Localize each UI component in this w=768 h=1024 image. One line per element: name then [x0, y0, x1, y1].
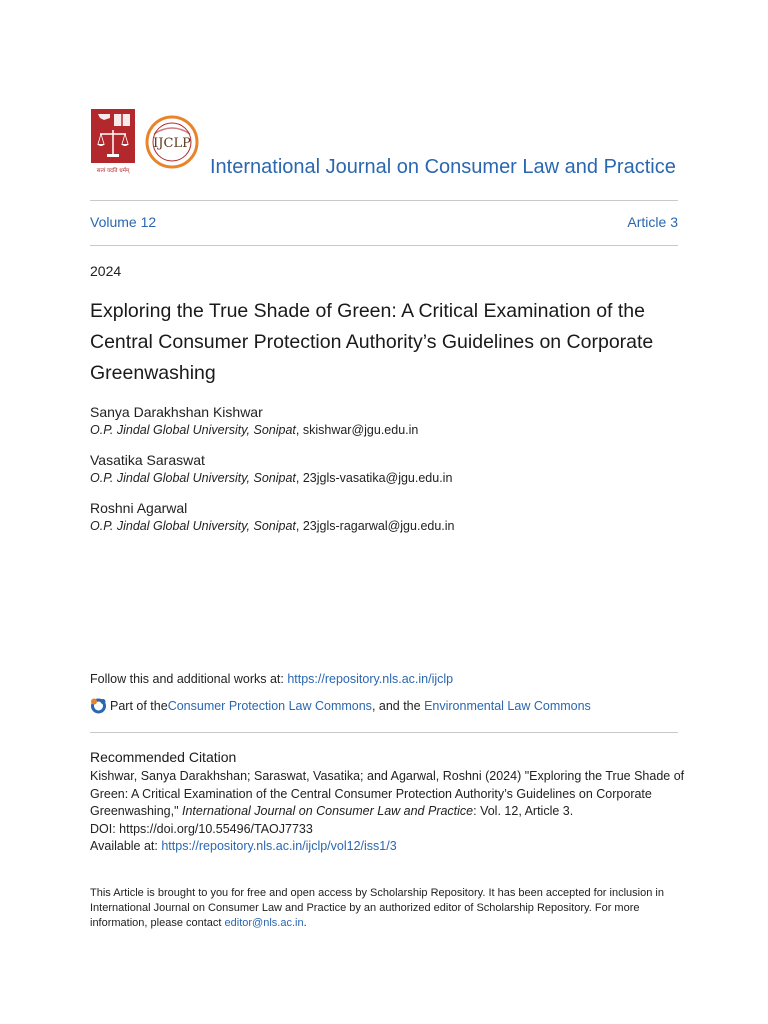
environmental-law-commons-link[interactable]: Environmental Law Commons	[424, 698, 591, 713]
access-notice-text: This Article is brought to you for free and open access by Scholarship Repository. It has been accepted for inclusion in International Journal on Consumer Law and Practice by an authorized editor of Scholarship Repository. For more information, please contact	[90, 887, 664, 929]
citation-journal: International Journal on Consumer Law and Practice	[182, 804, 474, 819]
access-notice-end: .	[303, 916, 307, 929]
volume-link[interactable]: Volume 12	[90, 214, 157, 230]
ijclp-logo-text: IJCLP	[153, 136, 191, 151]
available-at-link[interactable]: https://repository.nls.ac.in/ijclp/vol12/iss1/3	[161, 839, 397, 854]
article-link[interactable]: Article 3	[627, 214, 678, 230]
article-title: Exploring the True Shade of Green: A Critical Examination of the Central Consumer Protection Authority’s Guidelines on Corporate Greenwashing	[90, 300, 654, 384]
affiliation-text: O.P. Jindal Global University, Sonipat	[90, 519, 296, 533]
seal-motto: सत्यं वदति धर्मम्	[96, 168, 130, 174]
citation-doi: DOI: https://doi.org/10.55496/TAOJ7733	[90, 821, 313, 836]
author-block	[90, 451, 690, 487]
follow-prefix: Follow this and additional works at:	[90, 672, 288, 686]
part-of-line	[90, 697, 591, 714]
repository-link[interactable]: https://repository.nls.ac.in/ijclp	[287, 672, 454, 686]
author-email: , skishwar@jgu.edu.in	[295, 423, 419, 437]
journal-title-link[interactable]: International Journal on Consumer Law and Practice	[210, 156, 676, 178]
part-of-mid: , and the	[371, 698, 425, 713]
citation-volume: : Vol. 12, Article 3.	[473, 804, 574, 819]
consumer-protection-law-commons-link[interactable]: Consumer Protection Law Commons	[167, 698, 372, 713]
citation-heading: Recommended Citation	[90, 749, 237, 765]
contact-email-link[interactable]: editor@nls.ac.in	[224, 916, 304, 929]
author-email: , 23jgls-ragarwal@jgu.edu.in	[295, 519, 455, 533]
divider	[90, 200, 678, 201]
author-block	[90, 403, 690, 439]
ijclp-logo	[144, 114, 200, 170]
citation-text: Kishwar, Sanya Darakhshan; Saraswat, Vasatika; and Agarwal, Roshni (2024) "Exploring the True Shade of Green: A Critical Examination of the Central Consumer Protection Authority’s Guidelines on Corporate Greenwashing,"	[90, 769, 685, 819]
author-affiliation	[90, 422, 690, 439]
available-prefix: Available at:	[90, 839, 162, 854]
university-seal-logo	[90, 108, 136, 176]
affiliation-text: O.P. Jindal Global University, Sonipat	[90, 423, 296, 437]
author-name: Vasatika Saraswat	[90, 452, 205, 468]
author-name: Sanya Darakhshan Kishwar	[90, 404, 263, 420]
part-of-prefix: Part of the	[110, 698, 168, 713]
author-block	[90, 499, 690, 535]
follow-line	[90, 672, 453, 686]
divider	[90, 732, 678, 733]
access-notice	[90, 886, 685, 930]
network-commons-icon	[90, 697, 107, 714]
citation-body	[90, 768, 685, 856]
divider	[90, 245, 678, 246]
author-affiliation	[90, 518, 690, 535]
author-name: Roshni Agarwal	[90, 500, 188, 516]
author-affiliation	[90, 470, 690, 487]
publication-year: 2024	[90, 263, 122, 279]
affiliation-text: O.P. Jindal Global University, Sonipat	[90, 471, 296, 485]
author-email: , 23jgls-vasatika@jgu.edu.in	[295, 471, 453, 485]
